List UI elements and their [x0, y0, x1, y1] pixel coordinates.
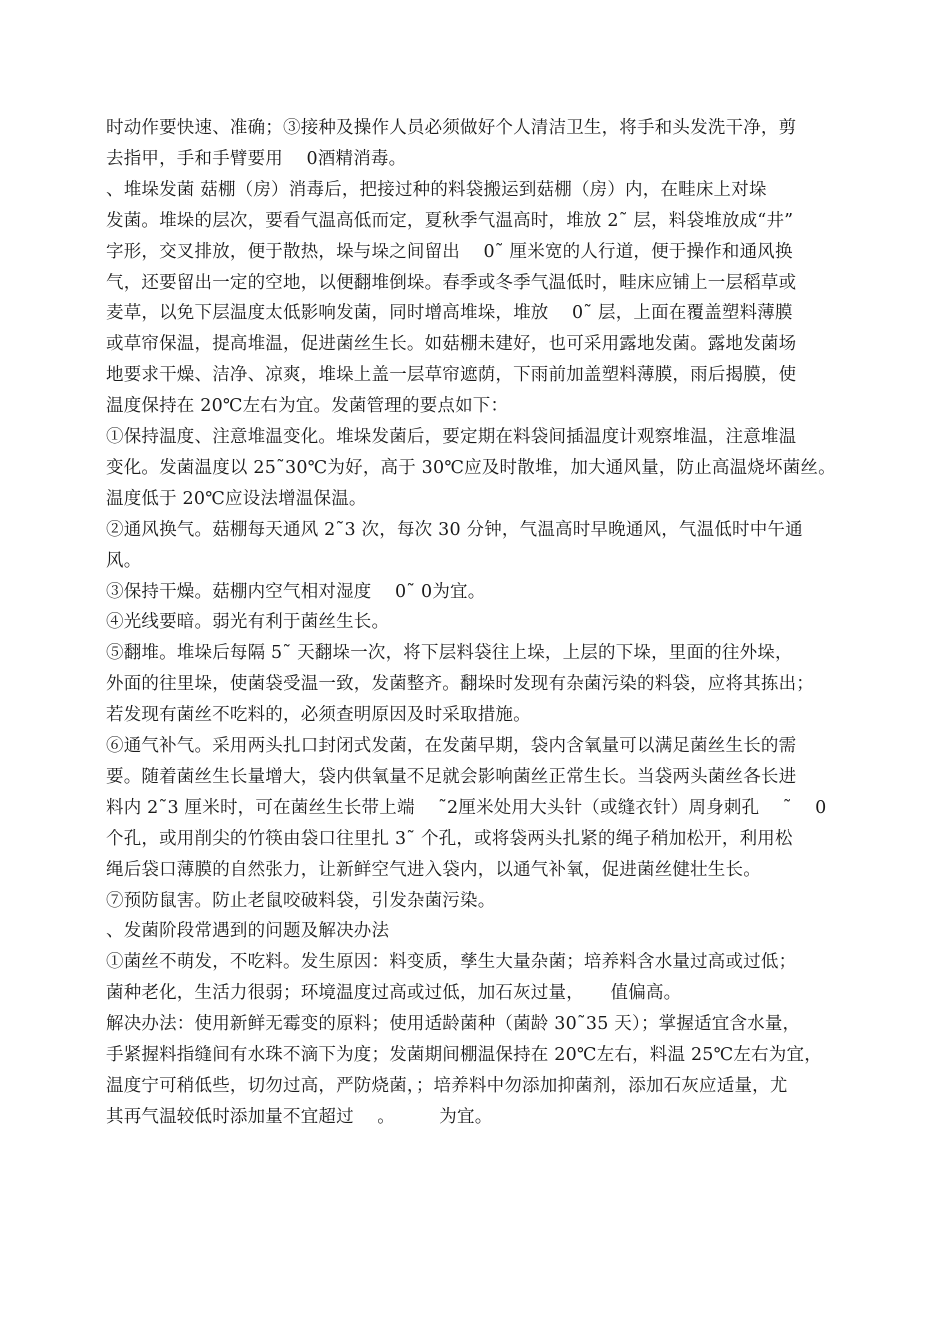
text-line: 发菌。堆垛的层次，要看气温高低而定，夏秋季气温高时，堆放 2˜ 层，料袋堆放成“井”	[106, 210, 794, 231]
text-line: 绳后袋口薄膜的自然张力，让新鲜空气进入袋内，以通气补氧，促进菌丝健壮生长。	[106, 859, 761, 880]
text-line: 菌种老化，生活力很弱；环境温度过高或过低，加石灰过量， 值偏高。	[106, 983, 682, 1004]
text-line: ③保持干燥。菇棚内空气相对湿度 0˜ 0为宜。	[106, 581, 486, 602]
text-line: ⑥通气补气。采用两头扎口封闭式发菌，在发菌早期，袋内含氧量可以满足菌丝生长的需	[106, 736, 797, 756]
text-line: 去指甲，手和手臂要用 0酒精消毒。	[106, 148, 407, 169]
text-line: 地要求干燥、洁净、凉爽，堆垛上盖一层草帘遮荫，下雨前加盖塑料薄膜，雨后揭膜，使	[106, 365, 797, 386]
text-line: 若发现有菌丝不吃料的，必须查明原因及时采取措施。	[106, 705, 531, 726]
text-line: 温度低于 20℃应设法增温保温。	[106, 488, 367, 509]
text-line: 麦草，以免下层温度太低影响发菌，同时增高堆垛，堆放 0˜ 层，上面在覆盖塑料薄膜	[106, 303, 793, 324]
text-line: 解决办法：使用新鲜无霉变的原料；使用适龄菌种（菌龄 30˜35 天）；掌握适宜含水量，	[106, 1014, 801, 1035]
text-line: 料内 2˜3 厘米时，可在菌丝生长带上端 ˜2厘米处用大头针（或缝衣针）周身刺孔 ˜ 0	[106, 797, 827, 818]
text-line: 气，还要留出一定的空地，以便翻堆倒垛。春季或冬季气温低时，畦床应铺上一层稻草或	[106, 272, 797, 293]
text-line: 、发菌阶段常遇到的问题及解决办法	[106, 921, 390, 942]
text-line: 字形，交叉排放，便于散热，垛与垛之间留出 0˜ 厘米宽的人行道，便于操作和通风换	[106, 241, 793, 262]
text-line: ⑤翻堆。堆垛后每隔 5˜ 天翻垛一次，将下层料袋往上垛，上层的下垛，里面的往外垛，	[106, 643, 793, 664]
text-line: ⑦预防鼠害。防止老鼠咬破料袋，引发杂菌污染。	[106, 890, 496, 911]
text-line: 变化。发菌温度以 25˜30℃为好，高于 30℃应及时散堆，加大通风量，防止高温烧坏菌丝。	[106, 457, 836, 478]
text-line: ①保持温度、注意堆温变化。堆垛发菌后，要定期在料袋间插温度计观察堆温，注意堆温	[106, 427, 797, 447]
text-line: 要。随着菌丝生长量增大，袋内供氧量不足就会影响菌丝正常生长。当袋两头菌丝各长进	[106, 766, 797, 787]
text-line: ②通风换气。菇棚每天通风 2˜3 次，每次 30 分钟，气温高时早晚通风，气温低时中午通	[106, 519, 803, 540]
text-line: 、堆垛发菌 菇棚（房）消毒后，把接过种的料袋搬运到菇棚（房）内，在畦床上对垛	[106, 179, 767, 200]
text-line: 温度宁可稍低些，切勿过高，严防烧菌，；培养料中勿添加抑菌剂，添加石灰应适量，尤	[106, 1075, 788, 1096]
text-line: 风。	[106, 550, 142, 571]
text-line: 温度保持在 20℃左右为宜。发菌管理的要点如下：	[106, 396, 509, 417]
text-line: ④光线要暗。弱光有利于菌丝生长。	[106, 612, 390, 633]
text-line: ①菌丝不萌发，不吃料。发生原因：料变质，孳生大量杂菌；培养料含水量过高或过低；	[106, 952, 797, 973]
text-line: 个孔，或用削尖的竹筷由袋口往里扎 3˜ 个孔，或将袋两头扎紧的绳子稍加松开，利用松	[106, 828, 793, 849]
text-line: 时动作要快速、准确；③接种及操作人员必须做好个人清洁卫生，将手和头发洗干净，剪	[106, 118, 797, 138]
text-line: 外面的往里垛，使菌袋受温一致，发菌整齐。翻垛时发现有杂菌污染的料袋，应将其拣出；	[106, 674, 814, 695]
text-line: 手紧握料指缝间有水珠不滴下为度；发菌期间棚温保持在 20℃左右，料温 25℃左右为宜，	[106, 1045, 822, 1065]
text-line: 其再气温较低时添加量不宜超过 。 为宜。	[106, 1106, 493, 1127]
text-line: 或草帘保温，提高堆温，促进菌丝生长。如菇棚未建好，也可采用露地发菌。露地发菌场	[106, 334, 797, 355]
